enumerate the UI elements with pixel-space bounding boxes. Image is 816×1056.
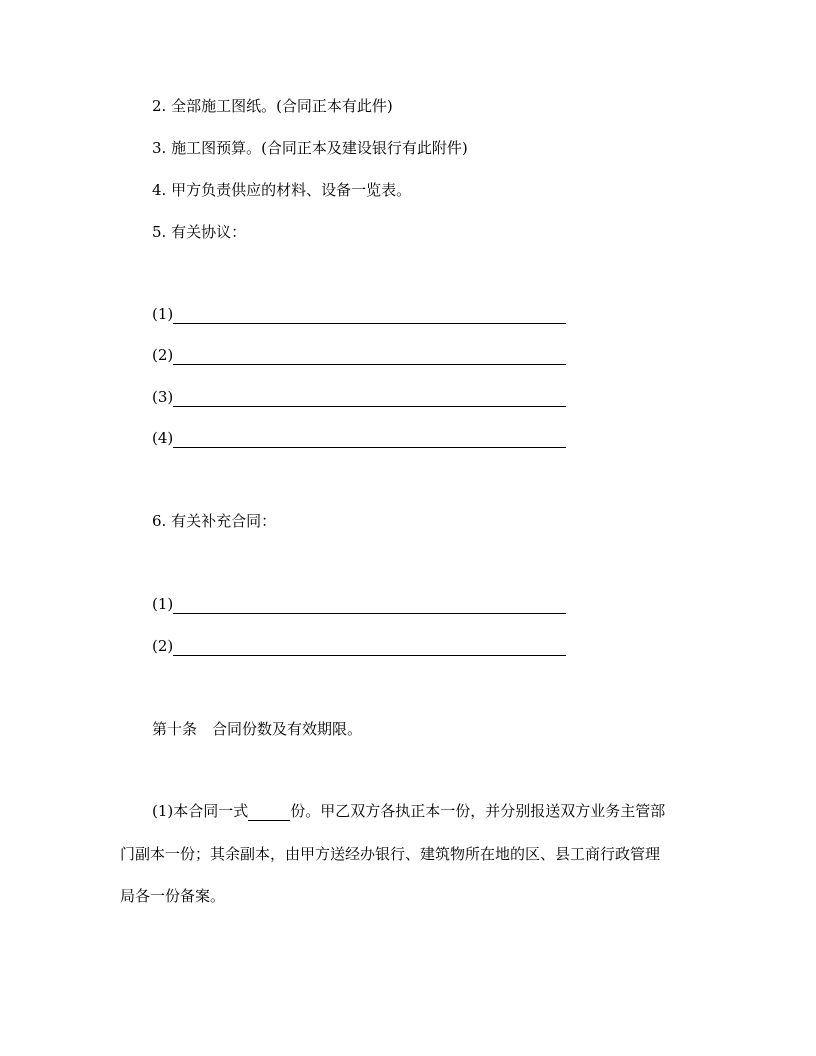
paragraph-prefix: (1)本合同一式 bbox=[152, 802, 249, 820]
article-10-paragraph-line-1 bbox=[152, 801, 665, 821]
fill-in-line bbox=[173, 352, 566, 365]
agreement-blank-row bbox=[152, 304, 566, 324]
blank-number: (1) bbox=[152, 595, 174, 613]
agreement-blank-row bbox=[152, 428, 566, 448]
article-10-paragraph-line-2: 门副本一份；其余副本，由甲方送经办银行、建筑物所在地的区、县工商行政管理 bbox=[120, 845, 661, 863]
paragraph-suffix: 份。甲乙双方各执正本一份，并分别报送双方业务主管部 bbox=[290, 802, 666, 820]
article-10-heading: 第十条 合同份数及有效期限。 bbox=[152, 720, 363, 738]
article-10-paragraph-line-3: 局各一份备案。 bbox=[120, 887, 226, 905]
fill-in-line bbox=[173, 435, 566, 448]
fill-in-line bbox=[173, 394, 566, 407]
attachment-item-5: 5. 有关协议： bbox=[152, 223, 247, 241]
supplement-blank-row bbox=[152, 636, 566, 656]
blank-number: (2) bbox=[152, 346, 174, 364]
fill-in-line bbox=[173, 643, 566, 656]
supplement-blank-row bbox=[152, 594, 566, 614]
blank-number: (1) bbox=[152, 305, 174, 323]
attachment-item-3: 3. 施工图预算。(合同正本及建设银行有此附件) bbox=[152, 139, 468, 157]
fill-in-line bbox=[173, 601, 566, 614]
attachment-item-2: 2. 全部施工图纸。(合同正本有此件) bbox=[152, 97, 393, 115]
attachment-item-4: 4. 甲方负责供应的材料、设备一览表。 bbox=[152, 181, 412, 199]
fill-in-line bbox=[173, 311, 566, 324]
blank-number: (4) bbox=[152, 429, 174, 447]
blank-number: (3) bbox=[152, 388, 174, 406]
attachment-item-6: 6. 有关补充合同： bbox=[152, 512, 277, 530]
copies-blank bbox=[248, 806, 290, 821]
agreement-blank-row bbox=[152, 345, 566, 365]
blank-number: (2) bbox=[152, 637, 174, 655]
agreement-blank-row bbox=[152, 387, 566, 407]
